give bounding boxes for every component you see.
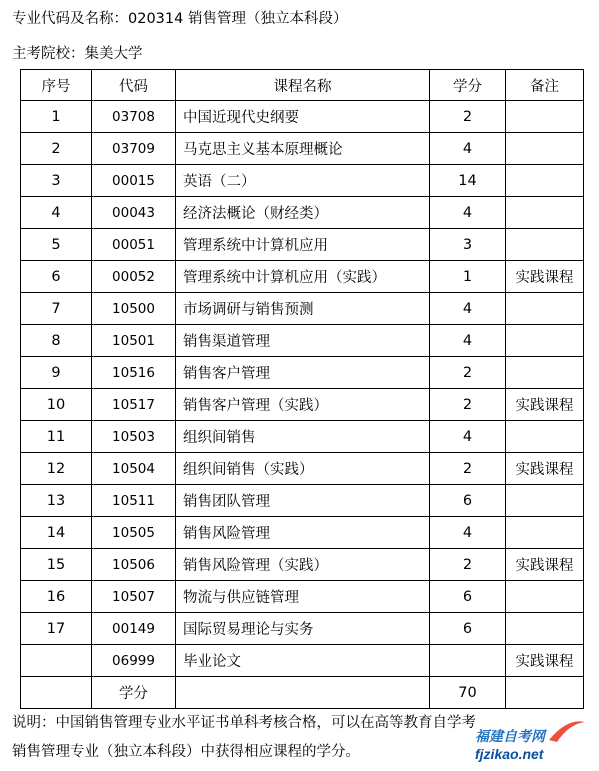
code-cell: 10506 (92, 549, 176, 581)
note-cell (506, 197, 584, 229)
course-name-cell: 销售风险管理（实践） (176, 549, 430, 581)
credit-cell: 4 (430, 421, 506, 453)
course-name-cell: 经济法概论（财经类） (176, 197, 430, 229)
course-name-cell: 组织间销售 (176, 421, 430, 453)
course-name-cell: 国际贸易理论与实务 (176, 613, 430, 645)
credit-cell: 2 (430, 549, 506, 581)
note-cell (506, 485, 584, 517)
note-cell: 实践课程 (506, 549, 584, 581)
footer-note-line-1: 说明：中国销售管理专业水平证书单科考核合格，可以在高等教育自学考 (12, 715, 476, 731)
course-name-cell: 管理系统中计算机应用 (176, 229, 430, 261)
code-cell: 00015 (92, 165, 176, 197)
credit-cell: 4 (430, 197, 506, 229)
table-row (21, 261, 584, 293)
note-cell (506, 293, 584, 325)
table-row (21, 453, 584, 485)
credit-cell: 14 (430, 165, 506, 197)
course-table (20, 69, 584, 709)
code-cell: 10500 (92, 293, 176, 325)
code-cell: 10516 (92, 357, 176, 389)
note-cell (506, 357, 584, 389)
credit-cell: 2 (430, 389, 506, 421)
course-name-cell: 市场调研与销售预测 (176, 293, 430, 325)
header-note: 备注 (506, 70, 584, 101)
note-cell: 实践课程 (506, 645, 584, 677)
seq-cell: 13 (21, 485, 92, 517)
code-cell: 00043 (92, 197, 176, 229)
course-name-cell: 管理系统中计算机应用（实践） (176, 261, 430, 293)
note-cell (506, 165, 584, 197)
code-cell: 00052 (92, 261, 176, 293)
seq-cell: 1 (21, 101, 92, 133)
course-name-cell: 毕业论文 (176, 645, 430, 677)
note-cell (506, 613, 584, 645)
seq-cell: 7 (21, 293, 92, 325)
watermark-url: fjzikao.net (475, 746, 544, 762)
table-row (21, 645, 584, 677)
header-code: 代码 (92, 70, 176, 101)
note-cell: 实践课程 (506, 261, 584, 293)
header-credit: 学分 (430, 70, 506, 101)
seq-cell: 6 (21, 261, 92, 293)
credit-cell: 4 (430, 517, 506, 549)
table-row (21, 485, 584, 517)
course-name-cell: 中国近现代史纲要 (176, 101, 430, 133)
credit-cell: 6 (430, 581, 506, 613)
total-empty-note-cell (506, 677, 584, 709)
seq-cell: 11 (21, 421, 92, 453)
seq-cell: 4 (21, 197, 92, 229)
table-header-row (21, 70, 584, 101)
credit-cell: 2 (430, 453, 506, 485)
total-empty-name-cell (176, 677, 430, 709)
note-cell (506, 229, 584, 261)
course-name-cell: 销售团队管理 (176, 485, 430, 517)
seq-cell: 14 (21, 517, 92, 549)
swoosh-logo-icon (547, 716, 587, 746)
table-row (21, 421, 584, 453)
table-row (21, 293, 584, 325)
seq-cell: 5 (21, 229, 92, 261)
note-cell (506, 581, 584, 613)
table-row (21, 325, 584, 357)
table-row (21, 613, 584, 645)
table-row (21, 581, 584, 613)
total-credit-cell: 70 (430, 677, 506, 709)
course-name-cell: 物流与供应链管理 (176, 581, 430, 613)
code-cell: 10503 (92, 421, 176, 453)
footer-note-line-2: 销售管理专业（独立本科段）中获得相应课程的学分。 (12, 744, 360, 760)
note-cell (506, 101, 584, 133)
course-name-cell: 销售渠道管理 (176, 325, 430, 357)
credit-cell: 3 (430, 229, 506, 261)
code-cell: 10507 (92, 581, 176, 613)
total-row (21, 677, 584, 709)
code-cell: 10517 (92, 389, 176, 421)
code-cell: 00051 (92, 229, 176, 261)
header-seq: 序号 (21, 70, 92, 101)
major-title: 专业代码及名称：020314 销售管理（独立本科段） (12, 11, 348, 27)
credit-cell: 2 (430, 357, 506, 389)
course-name-cell: 英语（二） (176, 165, 430, 197)
seq-cell (21, 645, 92, 677)
note-cell (506, 325, 584, 357)
code-cell: 00149 (92, 613, 176, 645)
note-cell (506, 421, 584, 453)
code-cell: 10511 (92, 485, 176, 517)
table-row (21, 165, 584, 197)
course-name-cell: 销售客户管理 (176, 357, 430, 389)
note-cell (506, 517, 584, 549)
code-cell: 03708 (92, 101, 176, 133)
credit-cell (430, 645, 506, 677)
total-empty-cell (21, 677, 92, 709)
table-row (21, 389, 584, 421)
course-name-cell: 马克思主义基本原理概论 (176, 133, 430, 165)
seq-cell: 17 (21, 613, 92, 645)
credit-cell: 4 (430, 293, 506, 325)
credit-cell: 6 (430, 485, 506, 517)
seq-cell: 3 (21, 165, 92, 197)
table-row (21, 357, 584, 389)
code-cell: 10501 (92, 325, 176, 357)
seq-cell: 8 (21, 325, 92, 357)
header-course-name: 课程名称 (176, 70, 430, 101)
seq-cell: 16 (21, 581, 92, 613)
seq-cell: 2 (21, 133, 92, 165)
site-watermark (467, 716, 595, 768)
credit-cell: 1 (430, 261, 506, 293)
table-row (21, 229, 584, 261)
code-cell: 10505 (92, 517, 176, 549)
seq-cell: 9 (21, 357, 92, 389)
seq-cell: 10 (21, 389, 92, 421)
table-body (21, 101, 584, 709)
total-label-cell: 学分 (92, 677, 176, 709)
note-cell: 实践课程 (506, 389, 584, 421)
course-name-cell: 组织间销售（实践） (176, 453, 430, 485)
course-name-cell: 销售风险管理 (176, 517, 430, 549)
credit-cell: 4 (430, 325, 506, 357)
note-cell: 实践课程 (506, 453, 584, 485)
table-row (21, 549, 584, 581)
course-name-cell: 销售客户管理（实践） (176, 389, 430, 421)
code-cell: 03709 (92, 133, 176, 165)
code-cell: 10504 (92, 453, 176, 485)
table-row (21, 197, 584, 229)
school-title: 主考院校：集美大学 (12, 46, 143, 62)
credit-cell: 4 (430, 133, 506, 165)
code-cell: 06999 (92, 645, 176, 677)
table-row (21, 101, 584, 133)
seq-cell: 12 (21, 453, 92, 485)
seq-cell: 15 (21, 549, 92, 581)
credit-cell: 2 (430, 101, 506, 133)
table-row (21, 133, 584, 165)
watermark-name: 福建自考网 (475, 728, 545, 744)
credit-cell: 6 (430, 613, 506, 645)
table-row (21, 517, 584, 549)
note-cell (506, 133, 584, 165)
